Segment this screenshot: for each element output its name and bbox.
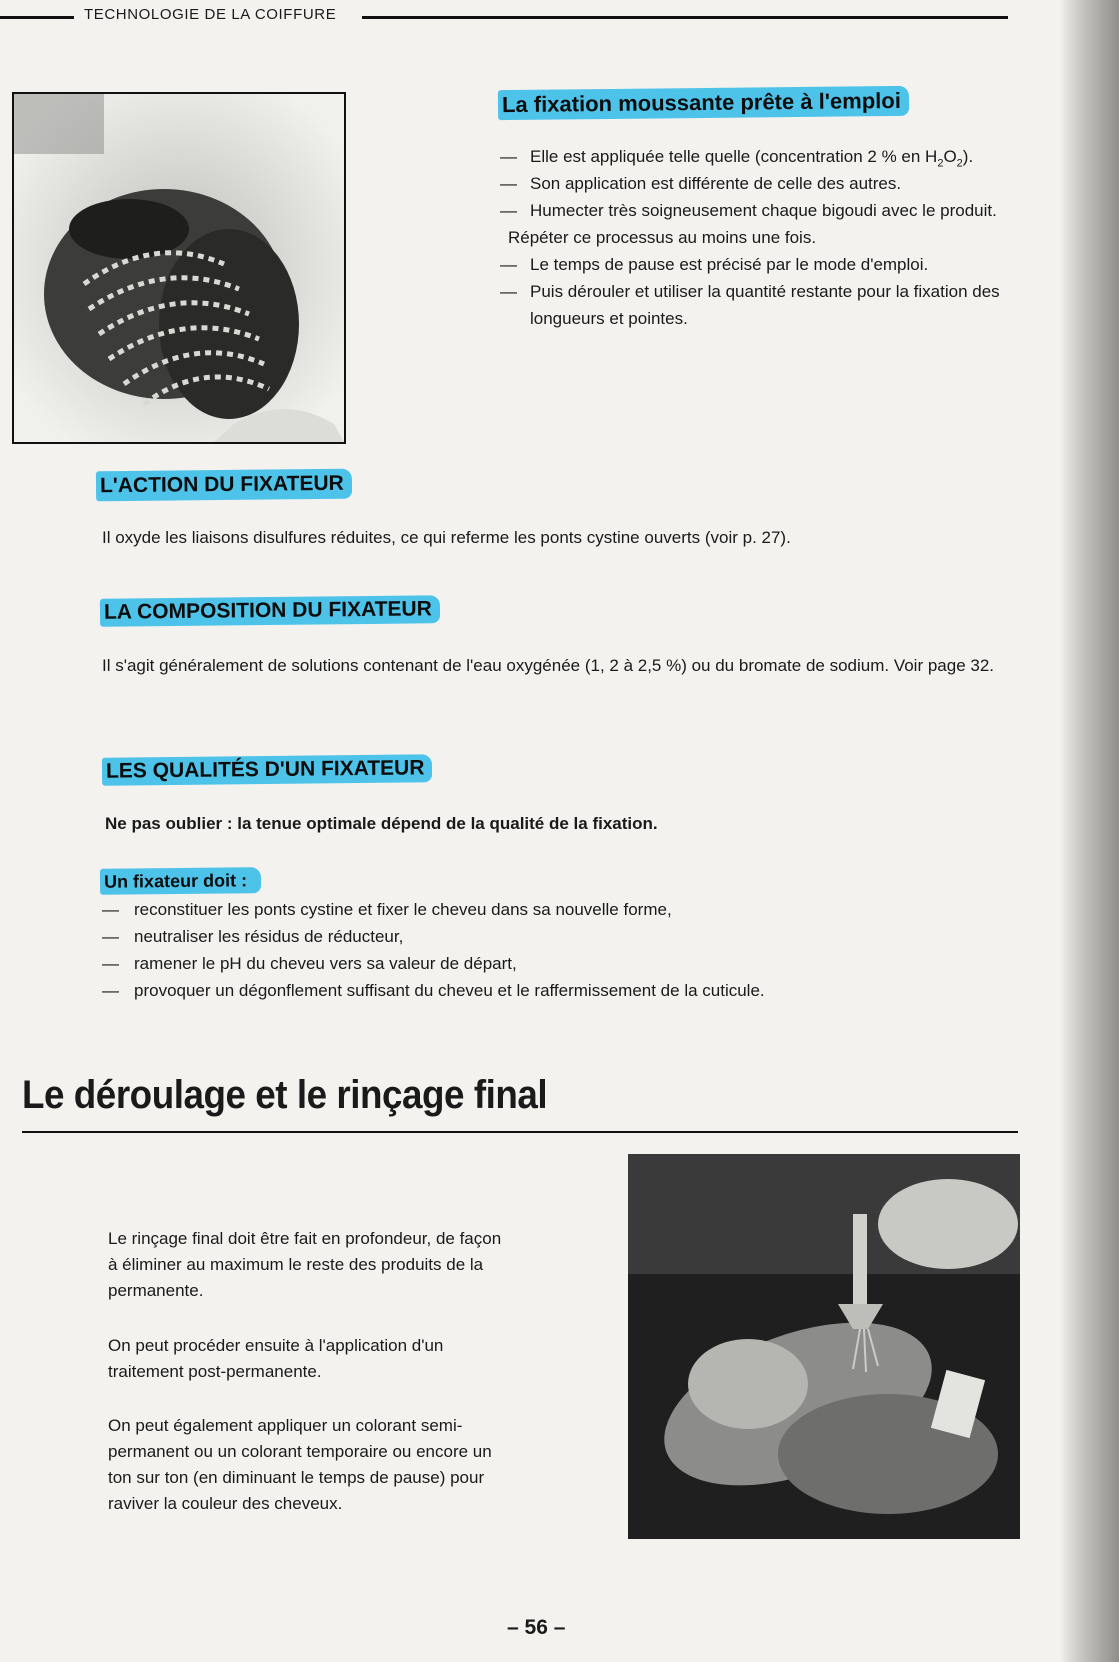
list-item xyxy=(500,170,1010,197)
item-text: Humecter très soigneusement chaque bigoudi avec le produit. xyxy=(530,201,997,220)
deroulage-paragraph: On peut procéder ensuite à l'application d'un traitement post-permanente. xyxy=(108,1336,444,1381)
item-text: reconstituer les ponts cystine et fixer le cheveu dans sa nouvelle forme, xyxy=(134,900,672,919)
list-item xyxy=(102,896,1002,923)
item-text: Le temps de pause est précisé par le mode d'emploi. xyxy=(530,255,929,274)
list-item xyxy=(102,923,1002,950)
item-text: ). xyxy=(962,147,974,166)
dash: — xyxy=(500,201,517,220)
item-text: Elle est appliquée telle quelle (concentration 2 % en H xyxy=(530,147,938,166)
scan-page-edge xyxy=(1059,0,1119,1662)
bleed-through-text xyxy=(640,40,651,85)
header-title: TECHNOLOGIE DE LA COIFFURE xyxy=(84,6,337,23)
dash: — xyxy=(102,927,119,946)
list-item xyxy=(102,977,1002,1004)
section-heading-fixation-moussante: La fixation moussante prête à l'emploi xyxy=(498,86,909,120)
item-text: O xyxy=(943,147,957,166)
dash: — xyxy=(500,255,517,274)
composition-paragraph: Il s'agit généralement de solutions contenant de l'eau oxygénée (1, 2 à 2,5 %) ou du bromate de sodium. Voir page 32. xyxy=(102,656,995,675)
action-paragraph: Il oxyde les liaisons disulfures réduites, ce qui referme les ponts cystine ouverts (voir p. 27). xyxy=(102,528,791,547)
list-item xyxy=(500,143,1010,170)
subscript: 2 xyxy=(937,157,944,170)
deroulage-paragraph: Le rinçage final doit être fait en profondeur, de façon à éliminer au maximum le reste des produits de la permanente. xyxy=(108,1229,502,1300)
section-heading-qualites: LES QUALITÉS D'UN FIXATEUR xyxy=(102,754,433,785)
item-text: Puis dérouler et utiliser la quantité restante pour la fixation des longueurs et pointes. xyxy=(530,282,1000,328)
dash: — xyxy=(102,954,119,973)
perm-rods-illustration xyxy=(14,94,344,442)
photo-final-rinse xyxy=(628,1154,1020,1539)
page-number: – 56 – xyxy=(507,1616,566,1639)
section-title-deroulage: Le déroulage et le rinçage final xyxy=(22,1073,548,1117)
dash: — xyxy=(500,147,517,166)
fixation-moussante-list xyxy=(500,143,1010,332)
item-text: ramener le pH du cheveu vers sa valeur de départ, xyxy=(134,954,517,973)
subscript: 2 xyxy=(956,157,963,170)
dash: — xyxy=(500,174,517,193)
section-heading-composition: LA COMPOSITION DU FIXATEUR xyxy=(100,595,440,627)
deroulage-paragraph: On peut également appliquer un colorant semi-permanent ou un colorant temporaire ou encore un ton sur ton (en diminuant le temps de pause) pour raviver la couleur des cheveux. xyxy=(108,1416,492,1513)
item-text: Son application est différente de celle des autres. xyxy=(530,174,902,193)
list-item xyxy=(500,278,1010,332)
list-item xyxy=(500,251,1010,278)
list-item xyxy=(102,950,1002,977)
section-title-rule xyxy=(22,1131,1018,1133)
section-heading-action: L'ACTION DU FIXATEUR xyxy=(96,469,352,502)
dash: — xyxy=(102,900,119,919)
item-text: neutraliser les résidus de réducteur, xyxy=(134,927,404,946)
final-rinse-illustration xyxy=(628,1154,1020,1539)
dash: — xyxy=(500,282,517,301)
fixateur-doit-list xyxy=(102,896,1002,1004)
list-item xyxy=(500,197,1010,224)
list-item: Répéter ce processus au moins une fois. xyxy=(508,228,817,247)
item-text: provoquer un dégonflement suffisant du cheveu et le raffermissement de la cuticule. xyxy=(134,981,765,1000)
header-rule-left xyxy=(0,16,74,19)
qualites-note: Ne pas oublier : la tenue optimale dépend de la qualité de la fixation. xyxy=(105,814,658,833)
sub-heading-un-fixateur-doit: Un fixateur doit : xyxy=(100,867,261,895)
header-rule-right xyxy=(362,16,1008,19)
running-header xyxy=(0,6,1010,30)
dash: — xyxy=(102,981,119,1000)
photo-perm-rods xyxy=(12,92,346,444)
